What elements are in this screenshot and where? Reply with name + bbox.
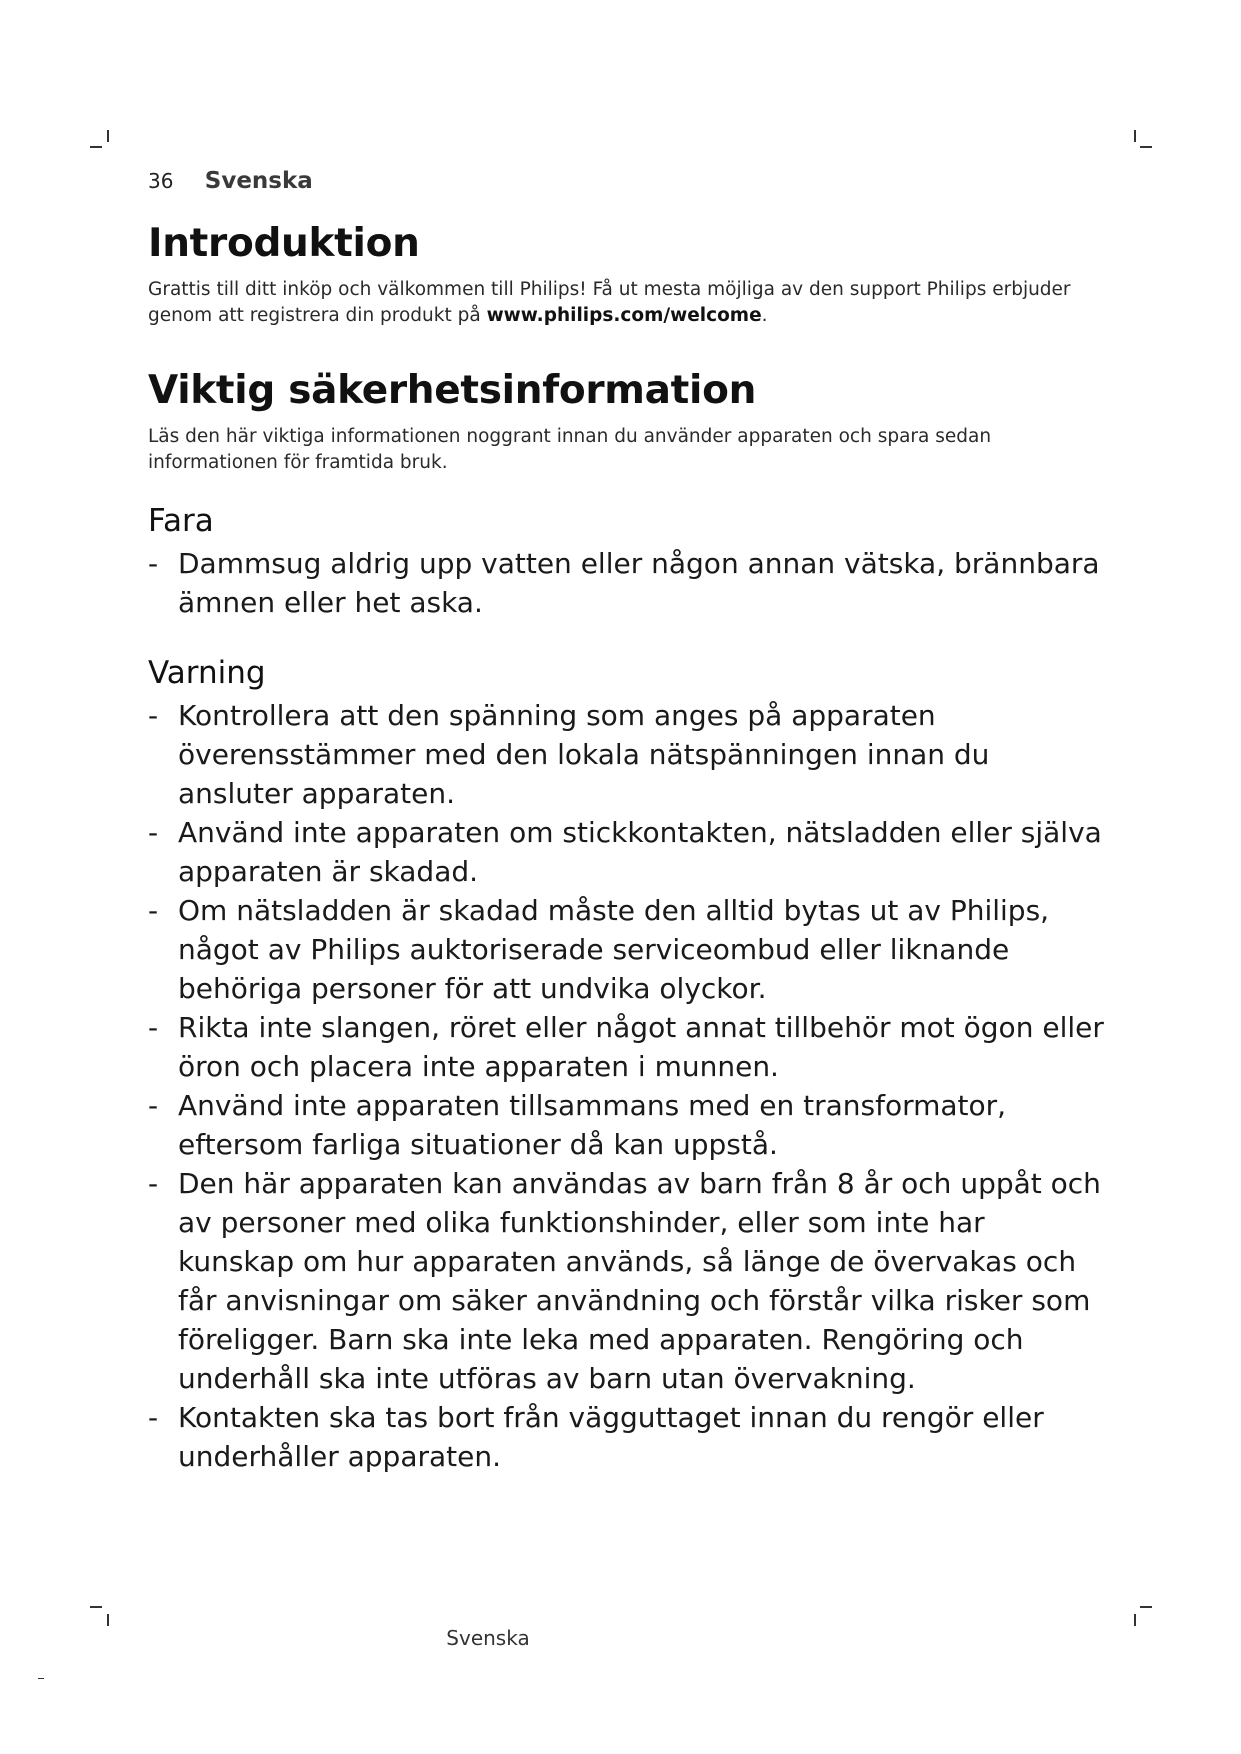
varning-item-text: Kontakten ska tas bort från vägguttaget innan du rengör eller underhåller apparaten. [178,1401,1044,1473]
crop-mark-top-right-h [1140,146,1152,148]
list-item [148,1086,1108,1164]
fara-list [148,544,1108,622]
bullet-dash: - [148,1401,159,1434]
varning-item-text: Använd inte apparaten om stickkontakten, nätsladden eller själva apparaten är skadad. [178,816,1102,888]
safety-paragraph: Läs den här viktiga informationen noggrant innan du använder apparaten och spara sedan informationen för framtida bruk. [148,426,992,473]
crop-mark-bottom-left-h [90,1606,102,1608]
list-item [148,1164,1108,1398]
intro-text: Grattis till ditt inköp och välkommen till Philips! Få ut mesta möjliga av den support Philips erbjuder genom att registrera din produkt på [148,279,1071,326]
list-item [148,1008,1108,1086]
crop-mark-bottom-left-v [107,1614,109,1626]
bullet-dash: - [148,894,159,927]
intro-text-end: . [761,305,768,326]
bullet-dash: - [148,816,159,849]
varning-title: Varning [148,655,266,691]
varning-item-text: Om nätsladden är skadad måste den alltid bytas ut av Philips, något av Philips auktoriserade serviceombud eller liknande behöriga personer för att undvika olyckor. [178,894,1050,1005]
varning-item-text: Använd inte apparaten tillsammans med en transformator, eftersom farliga situationer då kan uppstå. [178,1089,1007,1161]
safety-title: Viktig säkerhetsinformation [148,368,757,413]
crop-mark-corner-bottom-left [38,1678,44,1679]
bullet-dash: - [148,547,159,580]
crop-mark-bottom-right-h [1140,1606,1152,1608]
page-footer: Svenska [446,1626,530,1650]
page-content [148,216,1108,1476]
varning-list [148,696,1108,1476]
welcome-link[interactable]: www.philips.com/welcome [486,305,762,326]
list-item [148,544,1108,622]
varning-item-text: Kontrollera att den spänning som anges på apparaten överensstämmer med den lokala nätspänningen innan du ansluter apparaten. [178,699,990,810]
bullet-dash: - [148,1011,159,1044]
list-item [148,891,1108,1008]
crop-mark-top-left-v [107,130,109,142]
list-item [148,1398,1108,1476]
bullet-dash: - [148,1167,159,1200]
page-number: 36 [148,169,174,193]
intro-title: Introduktion [148,221,420,266]
intro-paragraph [148,277,1108,329]
crop-mark-top-left-h [90,146,102,148]
list-item [148,813,1108,891]
varning-item-text: Rikta inte slangen, röret eller något annat tillbehör mot ögon eller öron och placera inte apparaten i munnen. [178,1011,1104,1083]
list-item [148,696,1108,813]
bullet-dash: - [148,699,159,732]
crop-mark-bottom-right-v [1134,1614,1136,1626]
fara-item-text: Dammsug aldrig upp vatten eller någon annan vätska, brännbara ämnen eller het aska. [178,547,1100,619]
page-header [148,168,313,194]
varning-item-text: Den här apparaten kan användas av barn från 8 år och uppåt och av personer med olika funktionshinder, eller som inte har kunskap om hur apparaten används, så länge de övervakas och får anvisningar om säker användning och förstår vilka risker som föreligger. Barn ska inte leka med apparaten. Rengöring och underhåll ska inte utföras av barn utan övervakning. [178,1167,1101,1395]
crop-mark-top-right-v [1134,130,1136,142]
bullet-dash: - [148,1089,159,1122]
header-language: Svenska [204,168,313,194]
fara-title: Fara [148,503,214,539]
